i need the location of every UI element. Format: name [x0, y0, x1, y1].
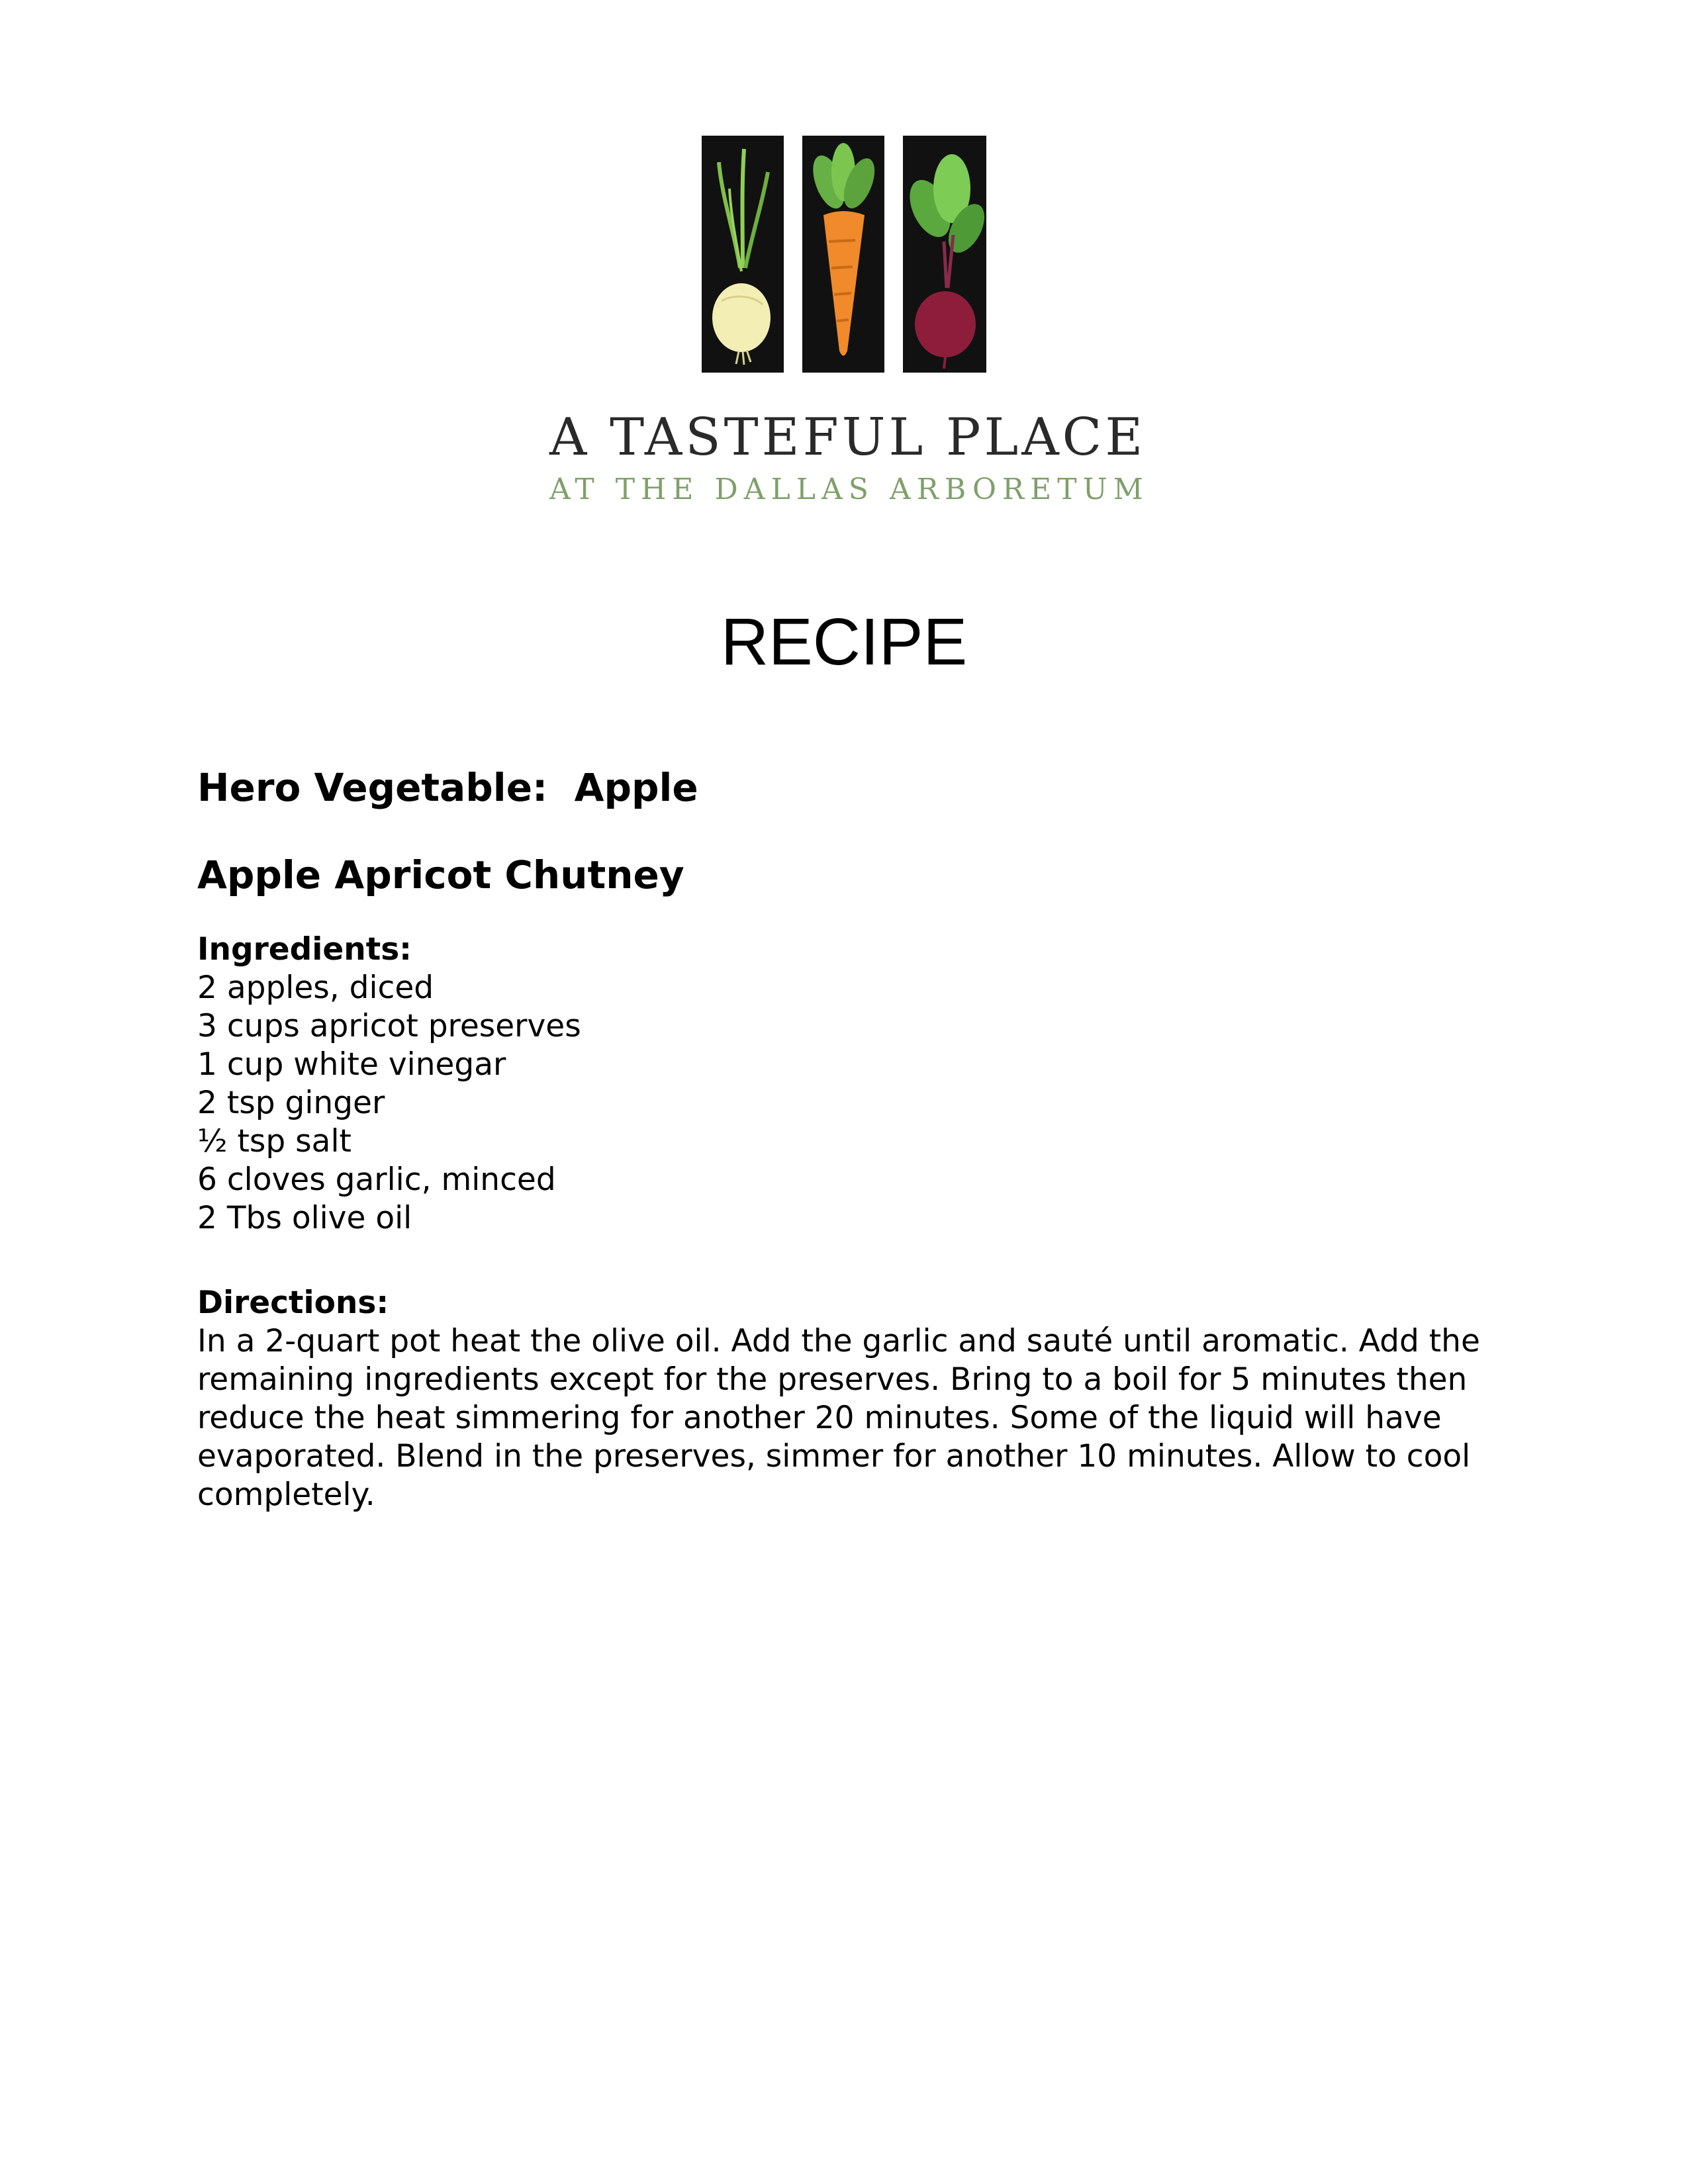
onion-icon: [702, 136, 784, 373]
ingredient-list: [197, 969, 1488, 1238]
beet-icon: [902, 136, 986, 373]
hero-vegetable: Hero Vegetable: Apple: [197, 765, 698, 810]
directions-label: Directions:: [197, 1285, 389, 1321]
brand-subtitle: AT THE DALLAS ARBORETUM: [549, 473, 1149, 506]
recipe-body: [197, 761, 1488, 1514]
ingredient-item: 6 cloves garlic, minced: [197, 1161, 556, 1198]
ingredient-item: 1 cup white vinegar: [197, 1046, 506, 1083]
page-title: RECIPE: [720, 605, 968, 679]
ingredient-item: 2 tsp ginger: [197, 1085, 385, 1121]
ingredients-label: Ingredients:: [197, 931, 412, 968]
carrot-icon: [802, 136, 884, 373]
ingredient-item: 3 cups apricot preserves: [197, 1008, 581, 1044]
dish-name: Apple Apricot Chutney: [197, 852, 684, 897]
directions-text: In a 2-quart pot heat the olive oil. Add the garlic and sauté until aromatic. Add the remaining ingredients except for the preserves. Bring to a boil for 5 minutes then reduce the heat simmering for another 20 minutes. Some of the liquid will have evaporated. Blend in the preserves, simmer for another 10 minutes. Allow to cool completely.: [197, 1323, 1480, 1513]
ingredient-item: 2 Tbs olive oil: [197, 1200, 412, 1236]
logo: [702, 136, 986, 373]
ingredient-item: 2 apples, diced: [197, 970, 434, 1006]
brand-name: A TASTEFUL PLACE: [549, 408, 1147, 467]
ingredient-item: ½ tsp salt: [197, 1123, 352, 1160]
